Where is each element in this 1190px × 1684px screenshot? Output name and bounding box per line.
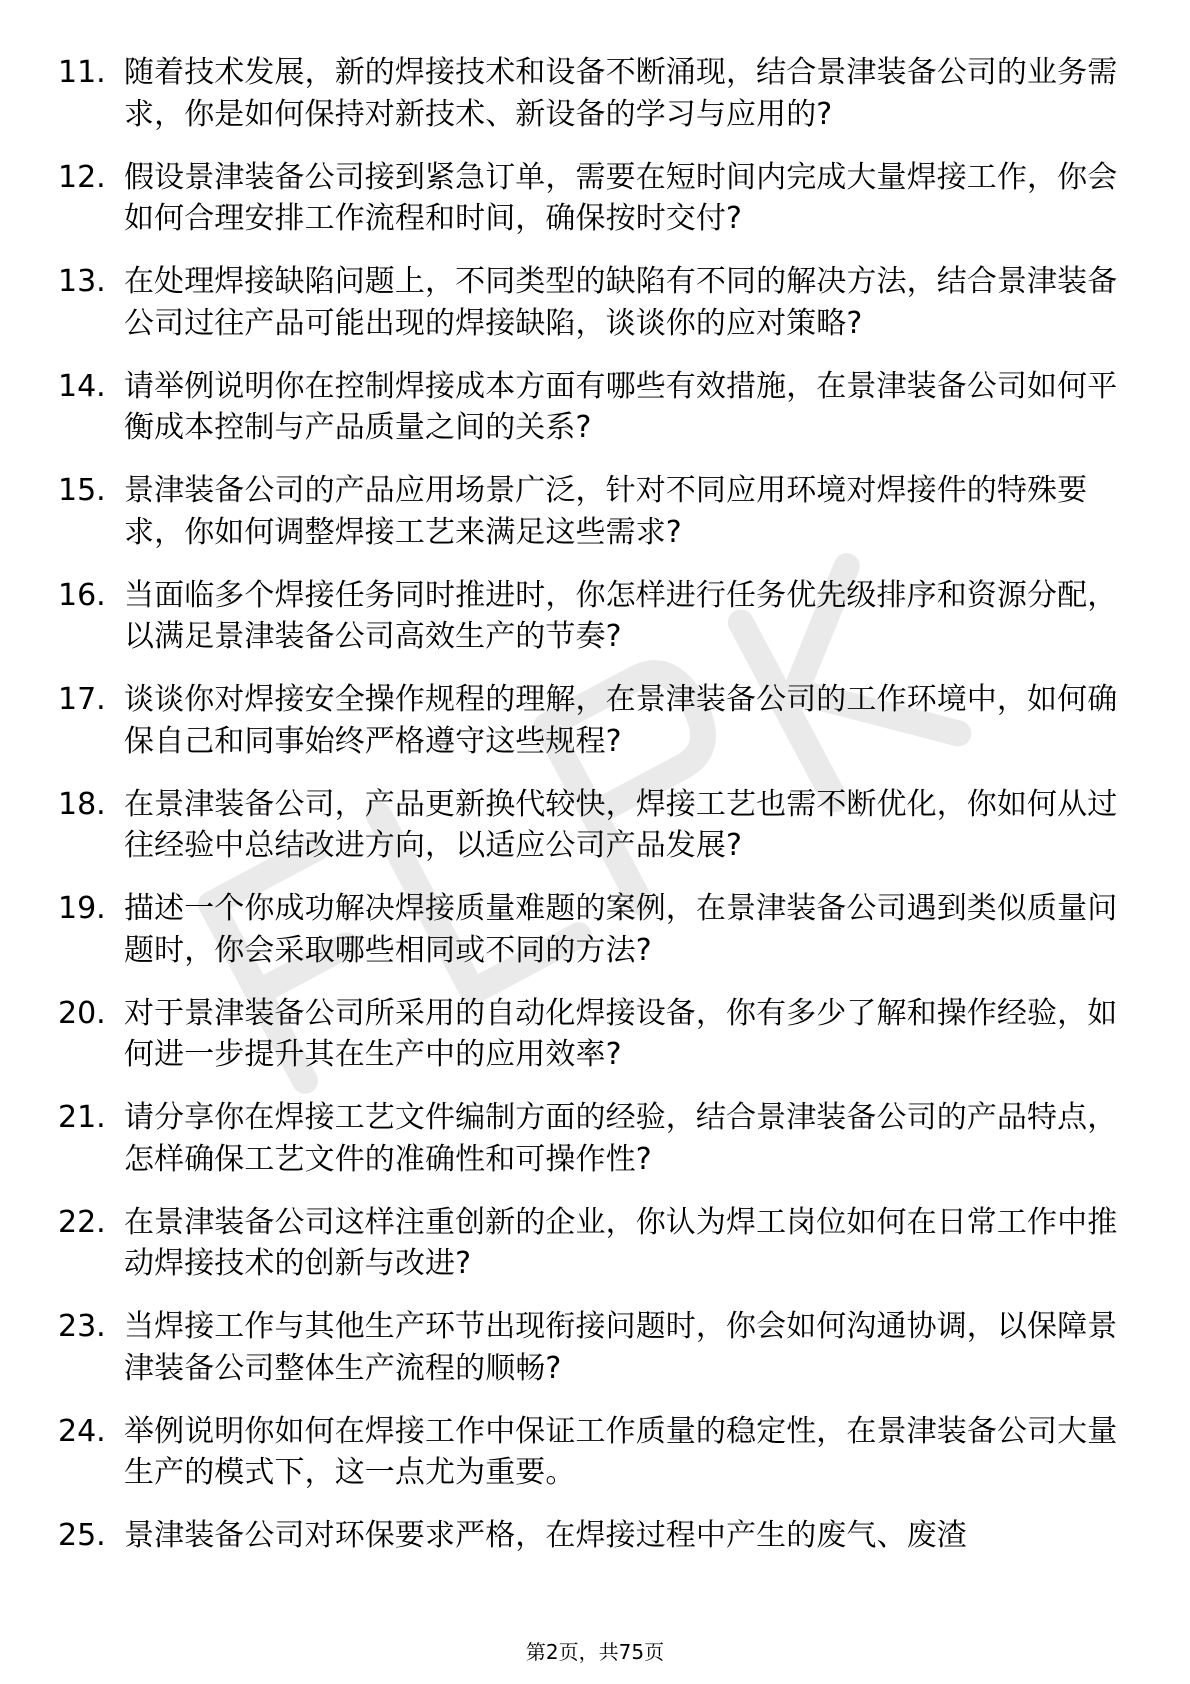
list-item [58,1306,1118,1389]
list-item [58,470,1118,553]
question-number: 11. [58,55,106,90]
question-text: 当焊接工作与其他生产环节出现衔接问题时，你会如何沟通协调，以保障景津装备公司整体生产流程的顺畅? [124,1309,1118,1386]
question-number: 25. [58,1518,106,1553]
list-item [58,1097,1118,1180]
list-item [58,52,1118,135]
list-item [58,261,1118,344]
list-item [58,1515,1118,1557]
question-list [58,52,1118,1578]
question-number: 14. [58,368,106,404]
question-text: 景津装备公司对环保要求严格，在焊接过程中产生的废气、废渣 [124,1518,967,1553]
question-text: 请举例说明你在控制焊接成本方面有哪些有效措施，在景津装备公司如何平衡成本控制与产品质量之间的关系? [124,368,1118,445]
question-text: 假设景津装备公司接到紧急订单，需要在短时间内完成大量焊接工作，你会如何合理安排工作流程和时间，确保按时交付? [124,159,1118,236]
list-item [58,784,1118,867]
page-footer: 第2页，共75页 [525,1640,665,1664]
question-number: 19. [58,891,106,926]
list-item [58,1202,1118,1285]
question-number: 15. [58,473,106,508]
list-item [58,993,1118,1076]
question-text: 在景津装备公司，产品更新换代较快，焊接工艺也需不断优化，你如何从过往经验中总结改进方向，以适应公司产品发展? [124,786,1118,863]
list-item [58,679,1118,762]
question-text: 举例说明你如何在焊接工作中保证工作质量的稳定性，在景津装备公司大量生产的模式下，这一点尤为重要。 [124,1413,1118,1490]
question-text: 在处理焊接缺陷问题上，不同类型的缺陷有不同的解决方法，结合景津装备公司过往产品可能出现的焊接缺陷，谈谈你的应对策略? [124,264,1118,341]
question-text: 谈谈你对焊接安全操作规程的理解，在景津装备公司的工作环境中，如何确保自己和同事始终严格遵守这些规程? [124,682,1118,759]
question-number: 13. [58,264,106,299]
list-item [58,575,1118,658]
question-text: 在景津装备公司这样注重创新的企业，你认为焊工岗位如何在日常工作中推动焊接技术的创新与改进? [124,1204,1118,1281]
list-item [58,366,1118,449]
question-text: 描述一个你成功解决焊接质量难题的案例，在景津装备公司遇到类似质量问题时，你会采取哪些相同或不同的方法? [124,891,1118,968]
list-item [58,1411,1118,1494]
question-number: 24. [58,1413,106,1449]
question-number: 12. [58,159,106,195]
question-number: 22. [58,1204,106,1240]
question-number: 23. [58,1309,106,1344]
question-number: 16. [58,577,106,613]
question-text: 当面临多个焊接任务同时推进时，你怎样进行任务优先级排序和资源分配，以满足景津装备公司高效生产的节奏? [124,577,1118,654]
list-item [58,888,1118,971]
list-item [58,157,1118,240]
question-number: 17. [58,682,106,717]
question-text: 请分享你在焊接工艺文件编制方面的经验，结合景津装备公司的产品特点，怎样确保工艺文件的准确性和可操作性? [124,1100,1118,1177]
question-text: 对于景津装备公司所采用的自动化焊接设备，你有多少了解和操作经验，如何进一步提升其在生产中的应用效率? [124,995,1118,1072]
question-text: 景津装备公司的产品应用场景广泛，针对不同应用环境对焊接件的特殊要求，你如何调整焊接工艺来满足这些需求? [124,473,1088,550]
question-number: 21. [58,1100,106,1135]
question-number: 18. [58,786,106,822]
question-text: 随着技术发展，新的焊接技术和设备不断涌现，结合景津装备公司的业务需求，你是如何保持对新技术、新设备的学习与应用的? [124,55,1118,132]
question-number: 20. [58,995,106,1031]
